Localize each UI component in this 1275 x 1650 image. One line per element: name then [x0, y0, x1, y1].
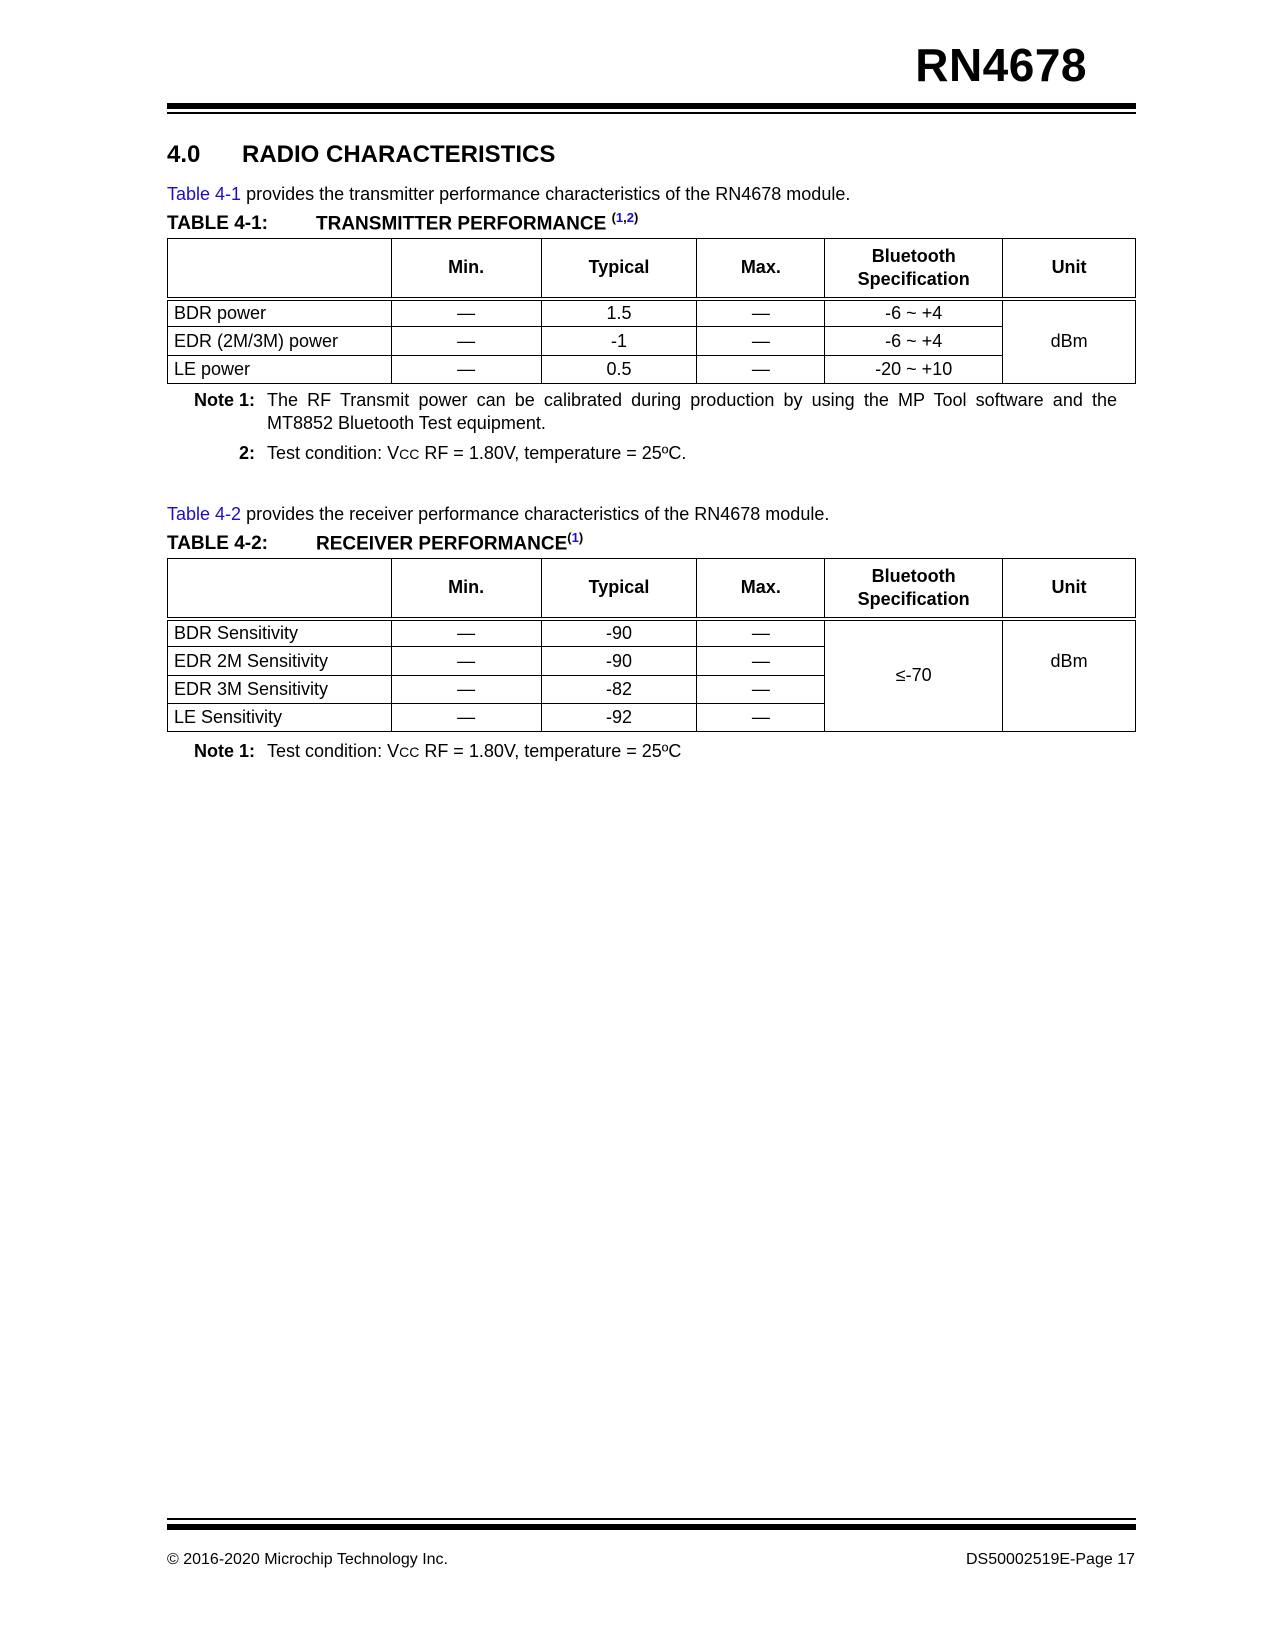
- footer-rule-thick: [167, 1524, 1136, 1530]
- table1-link[interactable]: Table 4-1: [167, 184, 242, 204]
- table1-intro: [167, 184, 850, 205]
- table1-title: TRANSMITTER PERFORMANCE: [316, 213, 612, 235]
- note-label: 2:: [238, 443, 255, 463]
- typical-cell: -92: [541, 704, 697, 732]
- table1-footnote-ref-1[interactable]: 1: [615, 210, 624, 225]
- document-part-number: RN4678: [915, 39, 1087, 91]
- spec-cell: -20 ~ +10: [825, 356, 1003, 384]
- table2-link[interactable]: Table 4-2: [167, 504, 242, 524]
- param-cell: BDR power: [168, 299, 392, 327]
- table2-title: RECEIVER PERFORMANCE: [316, 533, 568, 555]
- column-header-min: Min.: [391, 559, 541, 619]
- min-cell: —: [391, 676, 541, 704]
- min-cell: —: [391, 356, 541, 384]
- param-cell: EDR 3M Sensitivity: [168, 676, 392, 704]
- max-cell: —: [697, 704, 825, 732]
- spec-cell: -6 ~ +4: [825, 327, 1003, 356]
- column-header: [168, 559, 392, 619]
- unit-value: dBm: [1050, 651, 1088, 672]
- section-number: 4.0: [167, 141, 201, 168]
- column-header-typical: Typical: [541, 559, 697, 619]
- spec-cell: ≤-70: [825, 619, 1003, 732]
- unit-cell: dBm: [1003, 299, 1136, 384]
- param-cell: LE Sensitivity: [168, 704, 392, 732]
- min-cell: —: [391, 619, 541, 647]
- column-header-bluetooth-spec: Bluetooth Specification: [825, 239, 1003, 299]
- param-cell: EDR 2M Sensitivity: [168, 647, 392, 676]
- footer-rule-thin: [167, 1518, 1136, 1520]
- table1-intro-text: provides the transmitter performance characteristics of the RN4678 module.: [241, 184, 851, 204]
- table-row: [168, 299, 1136, 327]
- min-cell: —: [391, 299, 541, 327]
- max-cell: —: [697, 327, 825, 356]
- max-cell: —: [697, 299, 825, 327]
- table-row: [168, 327, 1136, 356]
- unit-cell: [1003, 619, 1136, 732]
- column-header: [168, 239, 392, 299]
- column-header-max: Max.: [697, 559, 825, 619]
- table1-footnote-ref-2[interactable]: 2: [626, 210, 634, 225]
- typical-cell: 0.5: [541, 356, 697, 384]
- header-rule-thin: [167, 112, 1136, 114]
- param-cell: EDR (2M/3M) power: [168, 327, 392, 356]
- max-cell: —: [697, 619, 825, 647]
- transmitter-performance-table: [167, 238, 1136, 384]
- max-cell: —: [697, 647, 825, 676]
- table2-label: TABLE 4-2:: [167, 533, 268, 555]
- table-header-row: [168, 559, 1136, 619]
- column-header-unit: Unit: [1003, 239, 1136, 299]
- min-cell: —: [391, 704, 541, 732]
- max-cell: —: [697, 356, 825, 384]
- max-cell: —: [697, 676, 825, 704]
- table2-intro-text: provides the receiver performance characteristics of the RN4678 module.: [241, 504, 830, 524]
- table-header-row: [168, 239, 1136, 299]
- spec-cell: -6 ~ +4: [825, 299, 1003, 327]
- table1-footnote-refs: (1,2): [611, 210, 639, 225]
- table1-label: TABLE 4-1:: [167, 213, 268, 235]
- typical-cell: 1.5: [541, 299, 697, 327]
- note-label: Note 1:: [193, 390, 255, 410]
- table2-footnote-ref-1[interactable]: 1: [571, 530, 579, 545]
- typical-cell: -90: [541, 619, 697, 647]
- min-cell: —: [391, 647, 541, 676]
- column-header-max: Max.: [697, 239, 825, 299]
- section-heading: [167, 141, 555, 169]
- table2-footnote-refs: (1): [567, 530, 584, 545]
- header-rule-thick: [167, 103, 1136, 109]
- table-row: [168, 619, 1136, 647]
- footer-doc-page: DS50002519E-Page 17: [965, 1551, 1135, 1568]
- receiver-performance-table: [167, 558, 1136, 732]
- column-header-unit: Unit: [1003, 559, 1136, 619]
- typical-cell: -1: [541, 327, 697, 356]
- typical-cell: -90: [541, 647, 697, 676]
- column-header-min: Min.: [391, 239, 541, 299]
- typical-cell: -82: [541, 676, 697, 704]
- table2-caption: [167, 530, 583, 555]
- note-text: Test condition: VCC RF = 1.80V, temperature = 25ºC: [267, 741, 682, 761]
- param-cell: LE power: [168, 356, 392, 384]
- param-cell: BDR Sensitivity: [168, 619, 392, 647]
- table-row: [168, 356, 1136, 384]
- table2-intro: [167, 504, 829, 525]
- note-label: Note 1:: [193, 741, 255, 761]
- min-cell: —: [391, 327, 541, 356]
- note-text: Test condition: VCC RF = 1.80V, temperature = 25ºC.: [267, 443, 687, 463]
- column-header-bluetooth-spec: Bluetooth Specification: [825, 559, 1003, 619]
- note-text: The RF Transmit power can be calibrated during production by using the MP Tool software and the MT8852 Bluetooth Test equipment.: [267, 390, 1117, 433]
- footer-copyright: © 2016-2020 Microchip Technology Inc.: [167, 1551, 448, 1568]
- table1-caption: [167, 210, 638, 235]
- section-title: RADIO CHARACTERISTICS: [242, 141, 556, 168]
- column-header-typical: Typical: [541, 239, 697, 299]
